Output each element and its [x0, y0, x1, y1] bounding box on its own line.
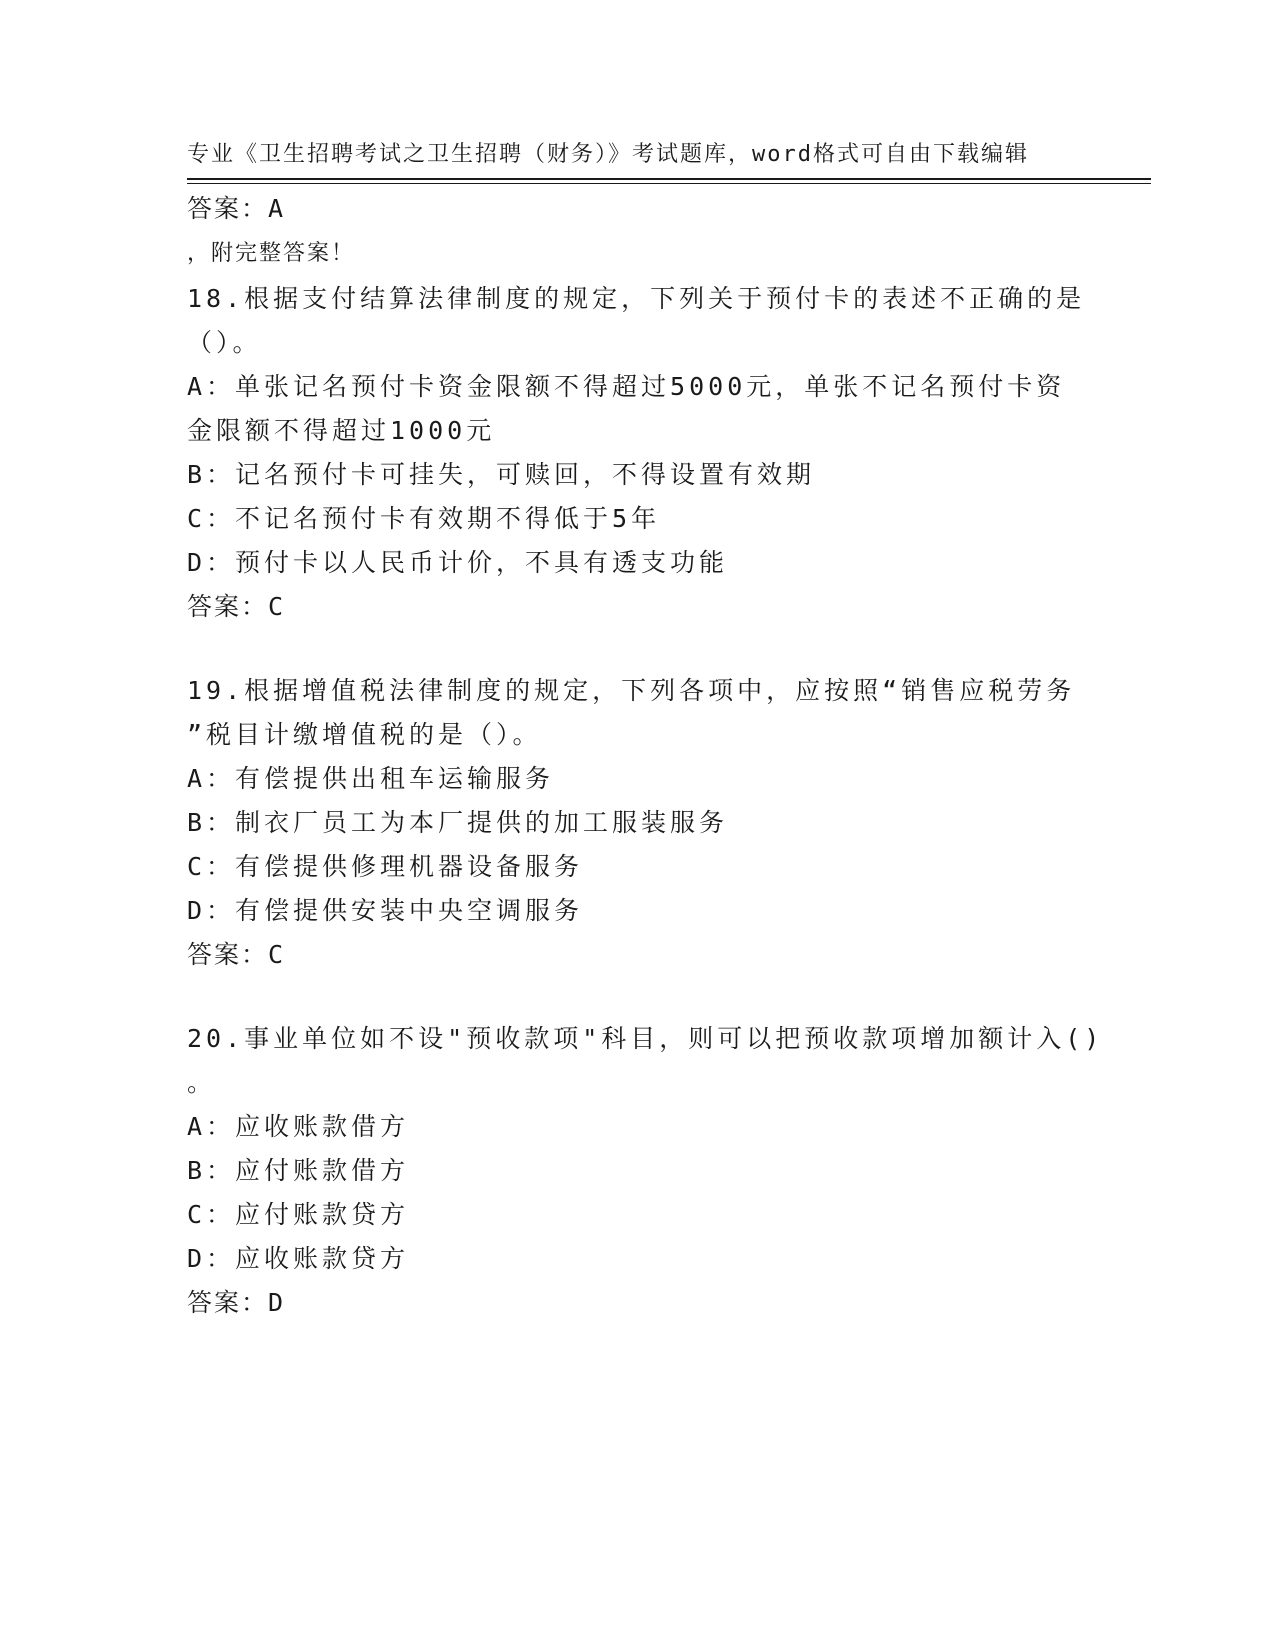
- question-19-option-d: D：有偿提供安装中央空调服务: [187, 896, 584, 925]
- question-18-option-a: A：单张记名预付卡资金限额不得超过5000元，单张不记名预付卡资: [187, 372, 1066, 401]
- answer-value: D: [268, 1288, 285, 1317]
- question-19-option-c: C：有偿提供修理机器设备服务: [187, 852, 584, 881]
- question-18-option-a-cont: 金限额不得超过1000元: [187, 416, 496, 445]
- header-divider-bottom: [187, 183, 1151, 184]
- question-19-option-a: A：有偿提供出租车运输服务: [187, 764, 555, 793]
- answer-label: 答案：: [187, 194, 269, 223]
- question-18-stem-cont: （）。: [187, 328, 262, 357]
- question-20-stem: 20.事业单位如不设"预收款项"科目，则可以把预收款项增加额计入(): [187, 1024, 1104, 1053]
- question-20-stem-cont: 。: [187, 1068, 217, 1097]
- question-20-option-a: A：应收账款借方: [187, 1112, 410, 1141]
- answer-label: 答案：: [187, 592, 269, 621]
- question-18-option-c: C：不记名预付卡有效期不得低于5年: [187, 504, 661, 533]
- answer-value: A: [268, 194, 285, 223]
- question-20-option-d: D：应收账款贷方: [187, 1244, 410, 1273]
- answer-label: 答案：: [187, 1288, 269, 1317]
- question-19-answer: [187, 932, 1087, 977]
- question-20-option-b: B：应付账款借方: [187, 1156, 410, 1185]
- question-18-answer: [187, 584, 1087, 629]
- question-18-stem: 18.根据支付结算法律制度的规定，下列关于预付卡的表述不正确的是: [187, 284, 1086, 313]
- header-divider-top: [187, 178, 1151, 180]
- question-19-stem: 19.根据增值税法律制度的规定，下列各项中，应按照“销售应税劳务: [187, 676, 1076, 705]
- question-19-option-b: B：制衣厂员工为本厂提供的加工服装服务: [187, 808, 729, 837]
- question-18-option-d: D：预付卡以人民币计价，不具有透支功能: [187, 548, 729, 577]
- question-18-option-b: B：记名预付卡可挂失，可赎回，不得设置有效期: [187, 460, 816, 489]
- answer-label: 答案：: [187, 940, 269, 969]
- answer-value: C: [268, 592, 285, 621]
- header-line-1: 专业《卫生招聘考试之卫生招聘（财务）》考试题库，word格式可自由下载编辑: [187, 142, 1029, 167]
- question-19-stem-cont: ”税目计缴增值税的是（）。: [187, 720, 542, 749]
- header-line-2: ，附完整答案！: [187, 241, 356, 266]
- question-20-option-c: C：应付账款贷方: [187, 1200, 410, 1229]
- answer-prev: [187, 186, 1087, 231]
- answer-value: C: [268, 940, 285, 969]
- question-20-answer: [187, 1280, 1087, 1325]
